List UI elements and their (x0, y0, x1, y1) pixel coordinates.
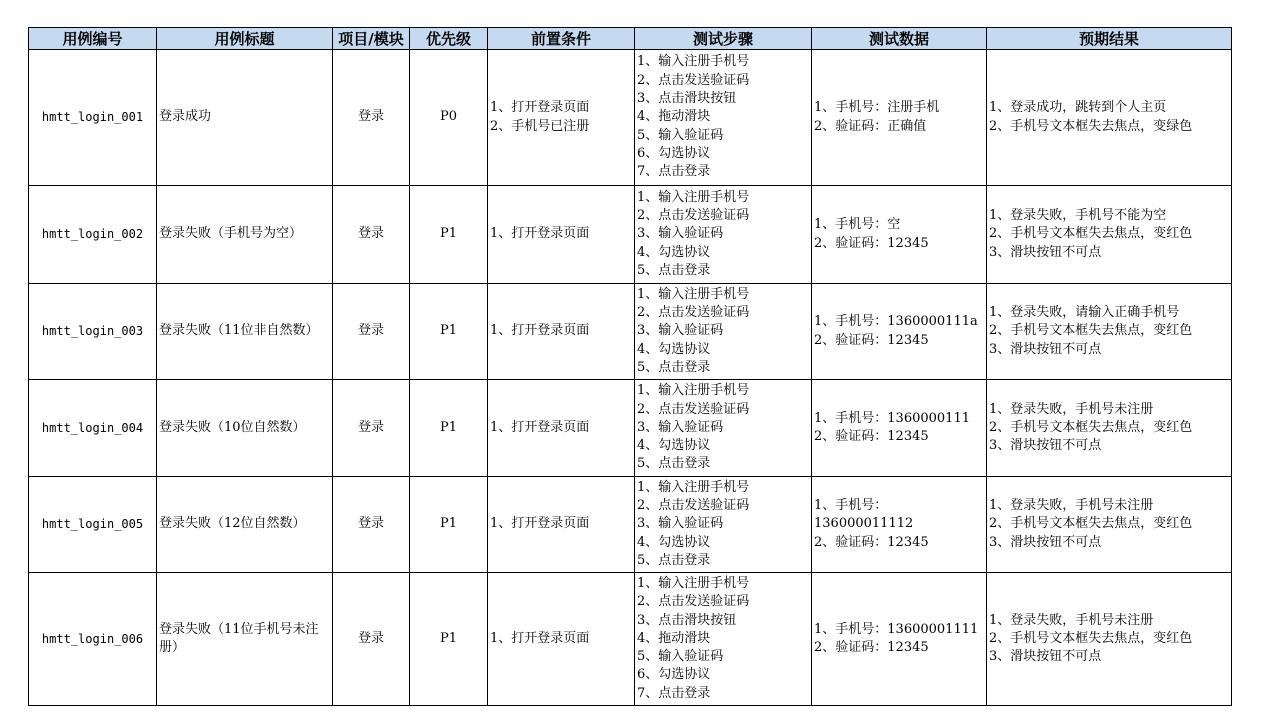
expected-result-cell-line: 3、滑块按钮不可点 (989, 244, 1102, 260)
test-steps-cell-line: 7、点击登录 (637, 164, 711, 180)
expected-result-cell-line: 1、登录失败，手机号不能为空 (989, 208, 1167, 224)
test-steps-cell-line: 5、点击登录 (637, 359, 711, 375)
priority-cell-text: P1 (439, 516, 458, 532)
test-steps-cell-line: 1、输入注册手机号 (637, 575, 750, 591)
test-data-cell-line: 2、验证码：12345 (814, 332, 929, 348)
test-data-cell[interactable] (812, 573, 987, 706)
test-steps-cell-line: 1、输入注册手机号 (637, 286, 750, 302)
expected-result-cell[interactable] (987, 477, 1232, 573)
test-steps-cell-line: 2、点击发送验证码 (637, 401, 750, 417)
case-id-cell-text: hmtt_login_003 (41, 324, 144, 339)
expected-result-cell-line: 2、手机号文本框失去焦点，变红色 (989, 516, 1193, 532)
header-case-id[interactable]: 用例编号 (29, 28, 157, 50)
test-data-cell[interactable] (812, 284, 987, 380)
case-title-cell-text: 登录失败（11位手机号未注册） (159, 621, 319, 655)
case-title-cell-text: 登录成功 (159, 109, 212, 125)
test-steps-cell-line: 6、勾选协议 (637, 667, 711, 683)
case-title-cell[interactable] (157, 573, 333, 706)
module-cell[interactable] (333, 186, 410, 284)
test-data-cell-line: 2、验证码：12345 (814, 429, 929, 444)
test-steps-cell-line: 4、拖动滑块 (637, 109, 711, 125)
module-cell[interactable] (333, 573, 410, 706)
header-priority[interactable]: 优先级 (410, 28, 488, 50)
test-steps-cell[interactable] (635, 477, 812, 573)
priority-cell-text: P1 (439, 226, 458, 242)
test-steps-cell-line: 1、输入注册手机号 (637, 54, 750, 70)
priority-cell-text: P1 (439, 630, 458, 646)
test-steps-cell-line: 4、勾选协议 (637, 438, 711, 454)
case-id-cell[interactable] (29, 380, 157, 477)
case-id-cell-text: hmtt_login_002 (41, 227, 144, 242)
expected-result-cell-line: 3、滑块按钮不可点 (989, 438, 1102, 454)
test-data-cell[interactable] (812, 50, 987, 186)
module-cell-text: 登录 (357, 109, 384, 125)
module-cell-text: 登录 (357, 323, 384, 339)
module-cell-text: 登录 (357, 516, 384, 532)
header-preconditions[interactable]: 前置条件 (488, 28, 635, 50)
expected-result-cell-line: 1、登录失败，请输入正确手机号 (989, 305, 1180, 321)
expected-result-cell-line: 1、登录失败，手机号未注册 (989, 498, 1154, 514)
preconditions-cell[interactable] (488, 477, 635, 573)
preconditions-cell-line: 1、打开登录页面 (490, 100, 590, 116)
table-row (29, 50, 1232, 186)
test-steps-cell-line: 4、勾选协议 (637, 341, 711, 357)
test-steps-cell[interactable] (635, 284, 812, 380)
test-steps-cell-line: 3、点击滑块按钮 (637, 91, 737, 107)
priority-cell[interactable] (410, 573, 488, 706)
case-id-cell[interactable] (29, 50, 157, 186)
test-steps-cell-line: 5、输入验证码 (637, 127, 724, 143)
test-steps-cell-line: 2、点击发送验证码 (637, 72, 750, 88)
priority-cell-text: P1 (439, 323, 458, 339)
test-steps-cell-line: 2、点击发送验证码 (637, 305, 750, 321)
test-data-cell[interactable] (812, 477, 987, 573)
test-steps-cell-line: 5、点击登录 (637, 552, 711, 568)
module-cell[interactable] (333, 380, 410, 477)
priority-cell-text: P0 (439, 109, 458, 125)
test-steps-cell-line: 6、勾选协议 (637, 145, 711, 161)
case-id-cell-text: hmtt_login_001 (41, 110, 144, 125)
test-data-cell-line: 1、手机号：空 (814, 217, 901, 233)
case-title-cell[interactable] (157, 186, 333, 284)
table-row (29, 186, 1232, 284)
test-steps-cell-line: 3、输入验证码 (637, 419, 724, 435)
test-data-cell-line: 1、手机号：1360000111 (814, 410, 970, 426)
test-case-table (28, 27, 1232, 706)
preconditions-cell-line: 2、手机号已注册 (490, 118, 590, 134)
table-row (29, 284, 1232, 380)
header-expected-result[interactable]: 预期结果 (987, 28, 1232, 50)
preconditions-cell-line: 1、打开登录页面 (490, 419, 590, 435)
expected-result-cell[interactable] (987, 50, 1232, 186)
preconditions-cell-line: 1、打开登录页面 (490, 323, 590, 339)
case-title-cell-text: 登录失败（12位自然数） (159, 516, 306, 532)
test-data-cell-line: 1、手机号： (814, 498, 888, 514)
test-data-cell-line: 2、验证码：12345 (814, 235, 929, 251)
priority-cell[interactable] (410, 477, 488, 573)
test-steps-cell-line: 2、点击发送验证码 (637, 498, 750, 514)
expected-result-cell-line: 2、手机号文本框失去焦点，变红色 (989, 630, 1193, 646)
table-row (29, 380, 1232, 477)
test-steps-cell[interactable] (635, 186, 812, 284)
case-id-cell[interactable] (29, 573, 157, 706)
expected-result-cell[interactable] (987, 186, 1232, 284)
case-title-cell-text: 登录失败（10位自然数） (159, 419, 306, 435)
expected-result-cell-line: 1、登录失败，手机号未注册 (989, 401, 1154, 417)
expected-result-cell-line: 1、登录成功，跳转到个人主页 (989, 100, 1167, 116)
case-title-cell[interactable] (157, 380, 333, 477)
test-data-cell[interactable] (812, 380, 987, 477)
test-steps-cell-line: 2、点击发送验证码 (637, 594, 750, 610)
test-steps-cell-line: 4、勾选协议 (637, 244, 711, 260)
test-data-cell-line: 136000011112 (814, 516, 914, 532)
case-title-cell[interactable] (157, 477, 333, 573)
header-test-data[interactable]: 测试数据 (812, 28, 987, 50)
module-cell-text: 登录 (357, 419, 384, 435)
priority-cell[interactable] (410, 186, 488, 284)
preconditions-cell[interactable] (488, 186, 635, 284)
preconditions-cell-line: 1、打开登录页面 (490, 516, 590, 532)
module-cell[interactable] (333, 477, 410, 573)
test-data-cell-line: 2、验证码：12345 (814, 640, 929, 655)
preconditions-cell[interactable] (488, 380, 635, 477)
module-cell[interactable] (333, 284, 410, 380)
expected-result-cell-line: 2、手机号文本框失去焦点，变红色 (989, 323, 1193, 339)
test-steps-cell-line: 5、点击登录 (637, 456, 711, 472)
expected-result-cell[interactable] (987, 284, 1232, 380)
expected-result-cell-line: 1、登录失败，手机号未注册 (989, 612, 1154, 628)
case-id-cell[interactable] (29, 477, 157, 573)
expected-result-cell[interactable] (987, 573, 1232, 706)
test-data-cell-line: 2、验证码：12345 (814, 534, 929, 550)
header-module[interactable]: 项目/模块 (333, 28, 410, 50)
expected-result-cell-line: 3、滑块按钮不可点 (989, 649, 1102, 665)
preconditions-cell-line: 1、打开登录页面 (490, 630, 590, 646)
case-title-cell[interactable] (157, 284, 333, 380)
test-data-cell-line: 1、手机号：注册手机 (814, 100, 940, 116)
header-test-steps[interactable]: 测试步骤 (635, 28, 812, 50)
case-title-cell-text: 登录失败（手机号为空） (159, 226, 303, 242)
case-id-cell[interactable] (29, 186, 157, 284)
table-row (29, 477, 1232, 573)
test-steps-cell-line: 3、点击滑块按钮 (637, 612, 737, 628)
module-cell-text: 登录 (357, 630, 384, 646)
test-steps-cell[interactable] (635, 50, 812, 186)
case-id-cell-text: hmtt_login_004 (41, 420, 144, 435)
test-steps-cell[interactable] (635, 380, 812, 477)
case-id-cell-text: hmtt_login_005 (41, 517, 144, 532)
header-row (29, 28, 1232, 50)
priority-cell[interactable] (410, 380, 488, 477)
priority-cell[interactable] (410, 50, 488, 186)
priority-cell-text: P1 (439, 419, 458, 435)
preconditions-cell[interactable] (488, 573, 635, 706)
test-case-sheet (28, 27, 1232, 706)
expected-result-cell-line: 2、手机号文本框失去焦点，变绿色 (989, 118, 1193, 134)
test-steps-cell-line: 5、输入验证码 (637, 649, 724, 665)
preconditions-cell[interactable] (488, 284, 635, 380)
test-data-cell-line: 1、手机号：1360000111a (814, 314, 978, 330)
test-steps-cell-line: 5、点击登录 (637, 262, 711, 278)
test-steps-cell-line: 7、点击登录 (637, 685, 711, 701)
module-cell[interactable] (333, 50, 410, 186)
case-id-cell[interactable] (29, 284, 157, 380)
expected-result-cell-line: 3、滑块按钮不可点 (989, 534, 1102, 550)
priority-cell[interactable] (410, 284, 488, 380)
test-steps-cell-line: 4、拖动滑块 (637, 630, 711, 646)
case-title-cell[interactable] (157, 50, 333, 186)
header-case-title[interactable]: 用例标题 (157, 28, 333, 50)
case-id-cell-text: hmtt_login_006 (41, 631, 144, 646)
preconditions-cell[interactable] (488, 50, 635, 186)
case-title-cell-text: 登录失败（11位非自然数） (159, 323, 319, 339)
test-steps-cell-line: 1、输入注册手机号 (637, 189, 750, 205)
expected-result-cell[interactable] (987, 380, 1232, 477)
module-cell-text: 登录 (357, 226, 384, 242)
expected-result-cell-line: 2、手机号文本框失去焦点，变红色 (989, 226, 1193, 242)
test-steps-cell-line: 3、输入验证码 (637, 516, 724, 532)
expected-result-cell-line: 2、手机号文本框失去焦点，变红色 (989, 419, 1193, 435)
test-steps-cell[interactable] (635, 573, 812, 706)
test-steps-cell-line: 3、输入验证码 (637, 323, 724, 339)
test-data-cell[interactable] (812, 186, 987, 284)
test-data-cell-line: 1、手机号：13600001111 (814, 621, 979, 637)
test-steps-cell-line: 3、输入验证码 (637, 226, 724, 242)
table-row (29, 573, 1232, 706)
test-data-cell-line: 2、验证码：正确值 (814, 118, 927, 134)
test-steps-cell-line: 1、输入注册手机号 (637, 383, 750, 399)
test-steps-cell-line: 2、点击发送验证码 (637, 208, 750, 224)
preconditions-cell-line: 1、打开登录页面 (490, 226, 590, 242)
test-steps-cell-line: 1、输入注册手机号 (637, 479, 750, 495)
expected-result-cell-line: 3、滑块按钮不可点 (989, 341, 1102, 357)
test-steps-cell-line: 4、勾选协议 (637, 534, 711, 550)
